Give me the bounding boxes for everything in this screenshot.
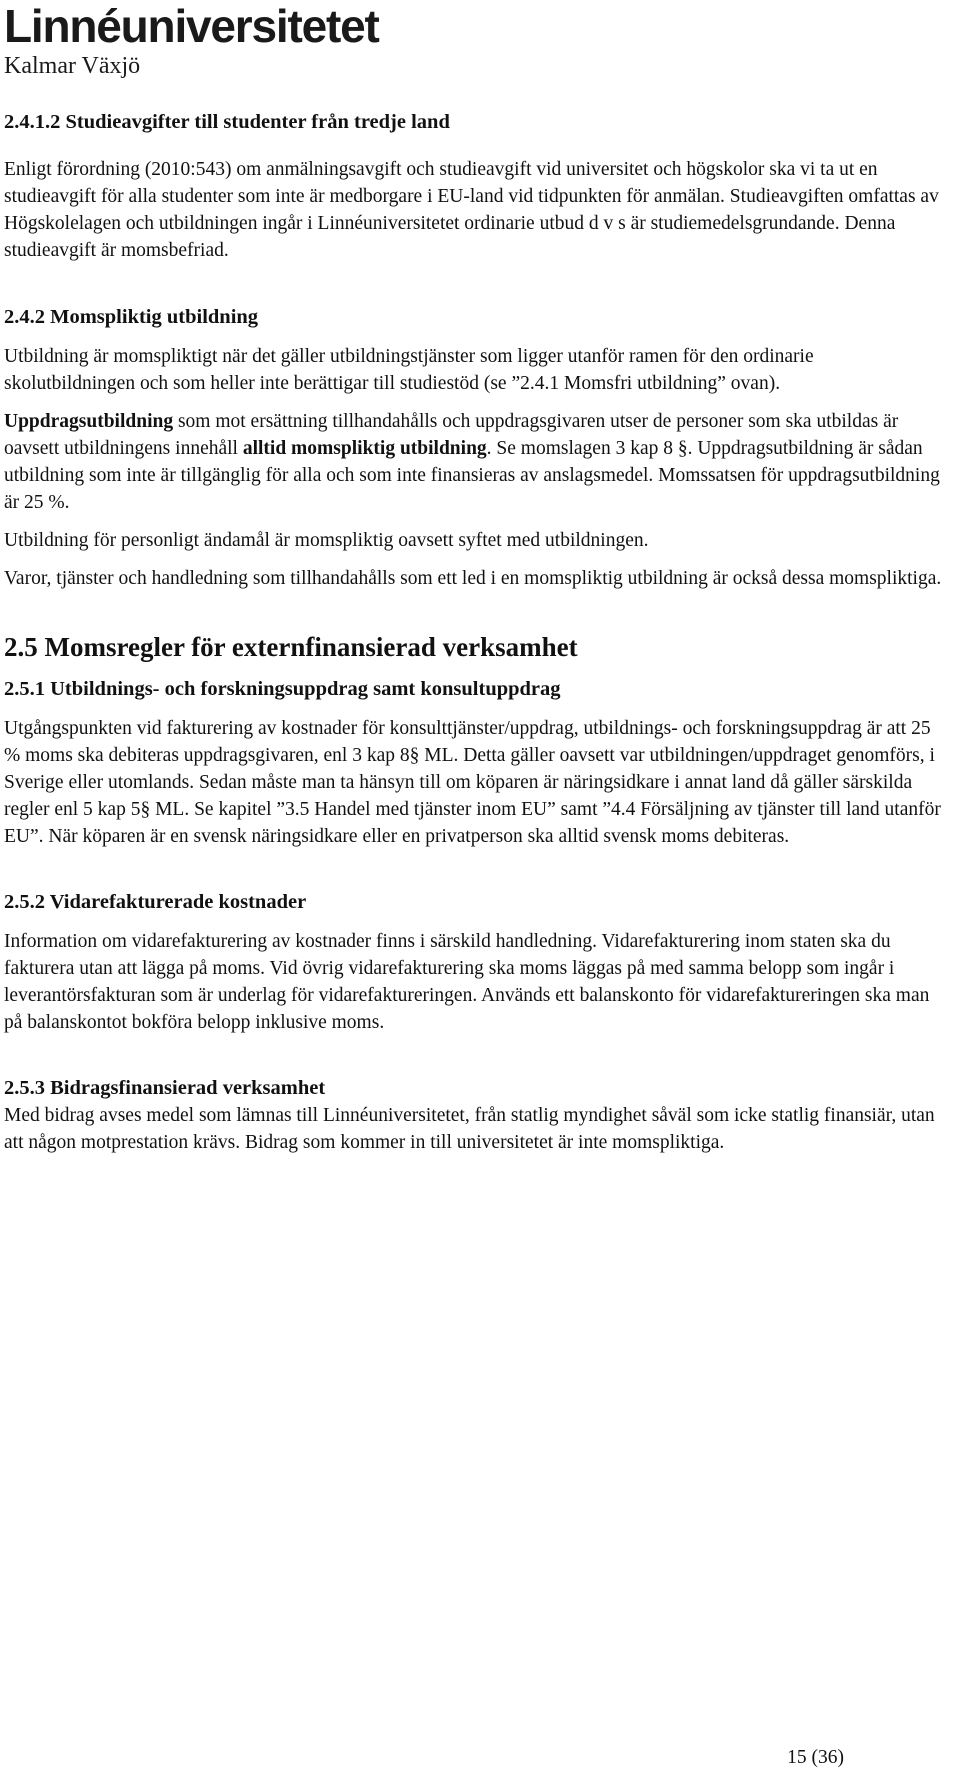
paragraph-contract-education (4, 408, 949, 516)
paragraph-grant-funded: Med bidrag avses medel som lämnas till Linnéuniversitetet, från statlig myndighet såväl som icke statlig finansiär, utan att någon motprestation krävs. Bidrag som kommer in till universitetet är inte momspliktiga. (4, 1105, 935, 1153)
paragraph-text: som mot ersättning tillhandahålls och uppdragsgivaren utser de personer som ska utbildas är oavsett utbildningens innehåll (4, 411, 899, 459)
paragraph-goods-services: Varor, tjänster och handledning som tillhandahålls som ett led i en momspliktig utbildning är också dessa momspliktiga. (4, 568, 942, 589)
heading-2-4-1-2: 2.4.1.2 Studieavgifter till studenter från tredje land (4, 111, 450, 133)
document-body (4, 108, 949, 1156)
logo-campuses: Kalmar Växjö (4, 53, 141, 79)
paragraph-consulting-assignments: Utgångspunkten vid fakturering av kostnader för konsulttjänster/uppdrag, utbildnings- och forskningsuppdrag är att 25 % moms ska debiteras uppdragsgivaren, enl 3 kap 8§ ML. Detta gäller oavsett var utbildningen/uppdraget genomförs, i Sverige eller utomlands. Sedan måste man ta hänsyn till om köparen är näringsidkare i annat land då gäller särskilda regler enl 5 kap 5§ ML. Se kapitel ”3.5 Handel med tjänster inom EU” samt ”4.4 Försäljning av tjänster till land utanför EU”. När köparen är en svensk näringsidkare eller en privatperson ska alltid svensk moms debiteras. (4, 718, 941, 847)
logo-name: Linnéuniversitetet (4, 0, 379, 52)
university-logo (4, 2, 379, 80)
heading-2-4-2: 2.4.2 Momspliktig utbildning (4, 306, 259, 328)
term-uppdragsutbildning: Uppdragsutbildning (4, 411, 174, 432)
heading-2-5-1: 2.5.1 Utbildnings- och forskningsuppdrag samt konsultuppdrag (4, 678, 561, 700)
page-number: 15 (36) (787, 1747, 844, 1768)
term-always-taxable: alltid momspliktig utbildning (242, 438, 487, 459)
paragraph-study-fees: Enligt förordning (2010:543) om anmälningsavgift och studieavgift vid universitet och högskolor ska vi ta ut en studieavgift för alla studenter som inte är medborgare i EU-land vid tidpunkten för anmälan. Studieavgiften omfattas av Högskolelagen och utbildningen ingår i Linnéuniversitetet ordinarie utbud d v s är studiemedelsgrundande. Denna studieavgift är momsbefriad. (4, 159, 939, 261)
heading-2-5: 2.5 Momsregler för externfinansierad verksamhet (4, 632, 578, 662)
paragraph-personal-education: Utbildning för personligt ändamål är momspliktig oavsett syftet med utbildningen. (4, 530, 649, 551)
paragraph-reinvoiced-costs: Information om vidarefakturering av kostnader finns i särskild handledning. Vidarefakturering inom staten ska du fakturera utan att lägga på moms. Vid övrig vidarefakturering ska moms läggas på med samma belopp som ingår i leverantörsfakturan som är underlag för vidarefaktureringen. Används ett balanskonto för vidarefaktureringen ska man på balanskontot bokföra belopp inklusive moms. (4, 931, 930, 1033)
paragraph-taxable-education: Utbildning är momspliktigt när det gäller utbildningstjänster som ligger utanför ramen för den ordinarie skolutbildningen och som heller inte berättigar till studiestöd (se ”2.4.1 Momsfri utbildning” ovan). (4, 346, 814, 394)
heading-2-5-3: 2.5.3 Bidragsfinansierad verksamhet (4, 1077, 326, 1099)
heading-2-5-2: 2.5.2 Vidarefakturerade kostnader (4, 891, 307, 913)
paragraph-text: . Se momslagen 3 kap 8 §. Uppdragsutbildning är sådan utbildning som inte är tillgänglig för alla och som inte finansieras av anslagsmedel. Momssatsen för uppdragsutbildning är 25 %. (4, 438, 940, 513)
